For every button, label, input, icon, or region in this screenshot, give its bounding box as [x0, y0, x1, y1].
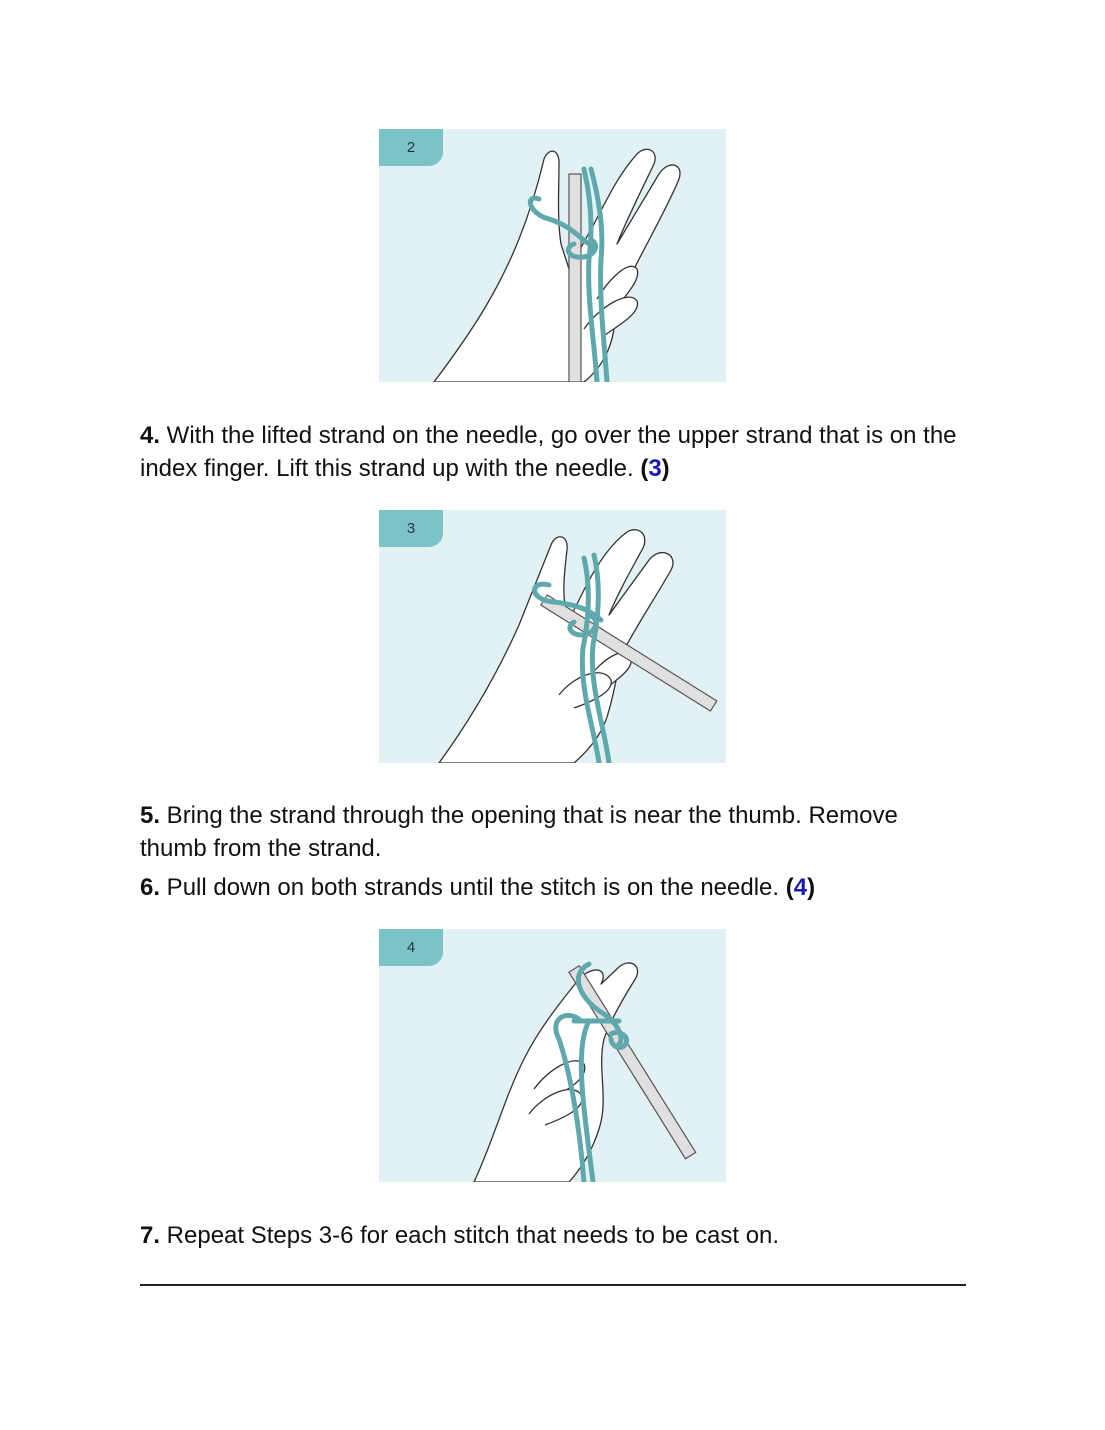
hand-needle-illustration: [379, 510, 726, 763]
ref-open: (: [640, 455, 649, 482]
figure-label: 3: [379, 510, 443, 547]
hand-needle-illustration: [379, 929, 726, 1182]
hand-needle-illustration: [379, 129, 726, 382]
ref-open: (: [785, 874, 794, 901]
figure-3: [379, 510, 726, 763]
step-text: With the lifted strand on the needle, go over the upper strand that is on the index finger. Lift this strand up with the needle.: [140, 422, 957, 482]
step-5: [140, 799, 970, 865]
step-7: [140, 1219, 970, 1252]
figure-4: [379, 929, 726, 1182]
figure-ref-link[interactable]: 3: [648, 455, 662, 482]
figure-label: 4: [379, 929, 443, 966]
step-number: 6.: [140, 874, 161, 901]
step-text: Bring the strand through the opening that is near the thumb. Remove thumb from the strand.: [140, 802, 898, 862]
ref-close: ): [807, 874, 816, 901]
step-text: Repeat Steps 3-6 for each stitch that needs to be cast on.: [160, 1222, 780, 1249]
ref-close: ): [661, 455, 670, 482]
step-number: 7.: [140, 1222, 161, 1249]
figure-2: [379, 129, 726, 382]
step-6: [140, 871, 970, 904]
step-number: 4.: [140, 422, 161, 449]
step-text: Pull down on both strands until the stitch is on the needle.: [160, 874, 786, 901]
figure-label: 2: [379, 129, 443, 166]
horizontal-rule: [140, 1284, 966, 1286]
figure-ref-link[interactable]: 4: [793, 874, 808, 901]
step-number: 5.: [140, 802, 161, 829]
step-4: [140, 419, 970, 485]
